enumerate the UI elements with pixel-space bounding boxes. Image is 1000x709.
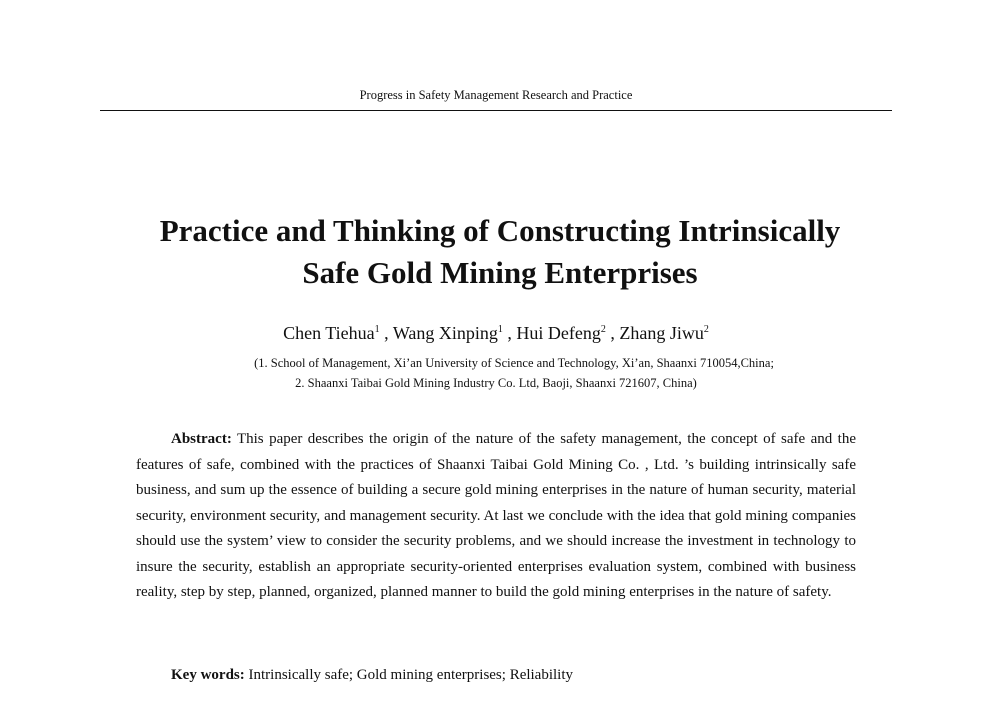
author-separator: , — [379, 323, 393, 343]
author-affil-marker: 1 — [497, 324, 503, 335]
header-rule — [100, 110, 892, 111]
author-name: Chen Tiehua — [283, 323, 375, 343]
keywords — [171, 665, 573, 685]
keywords-text: Intrinsically safe; Gold mining enterprises; Reliability — [244, 667, 574, 683]
author-name: Hui Defeng — [516, 323, 601, 343]
author-name: Wang Xinping — [392, 323, 498, 343]
abstract — [136, 427, 856, 606]
author-separator: , — [502, 323, 517, 343]
author-list — [100, 323, 892, 344]
author-affil-marker: 2 — [703, 324, 709, 335]
author-affil-marker: 1 — [374, 324, 380, 335]
author-name: Zhang Jiwu — [619, 323, 704, 343]
title-line-1: Practice and Thinking of Constructing Intrinsically — [159, 213, 841, 248]
running-head: Progress in Safety Management Research and Practice — [359, 88, 633, 102]
paper-title — [60, 210, 940, 294]
author-separator: , — [605, 323, 620, 343]
affiliation-1: (1. School of Management, Xi’an University of Science and Technology, Xi’an, Shaanxi 710054,China; — [254, 356, 774, 370]
affiliation-2: 2. Shaanxi Taibai Gold Mining Industry Co. Ltd, Baoji, Shaanxi 721607, China) — [295, 376, 697, 390]
author-affil-marker: 2 — [600, 324, 606, 335]
title-line-2: Safe Gold Mining Enterprises — [302, 255, 698, 290]
abstract-label: Abstract: — [171, 431, 232, 447]
abstract-text: This paper describes the origin of the nature of the safety management, the concept of safe and the features of safe, combined with the practices of Shaanxi Taibai Gold Mining Co. , Ltd. ’s building intrinsically safe business, and sum up the essence of building a secure gold mining enterprises in the nature of human security, material security, environment security, and management security. At last we conclude with the idea that gold mining companies should use the system’ view to consider the security problems, and we should increase the investment in technology to insure the security, establish an appropriate security-oriented enterprises evaluation system, combined with business reality, step by step, planned, organized, planned manner to build the gold mining enterprises in the nature of safety. — [136, 431, 856, 600]
keywords-label: Key words: — [171, 667, 245, 683]
